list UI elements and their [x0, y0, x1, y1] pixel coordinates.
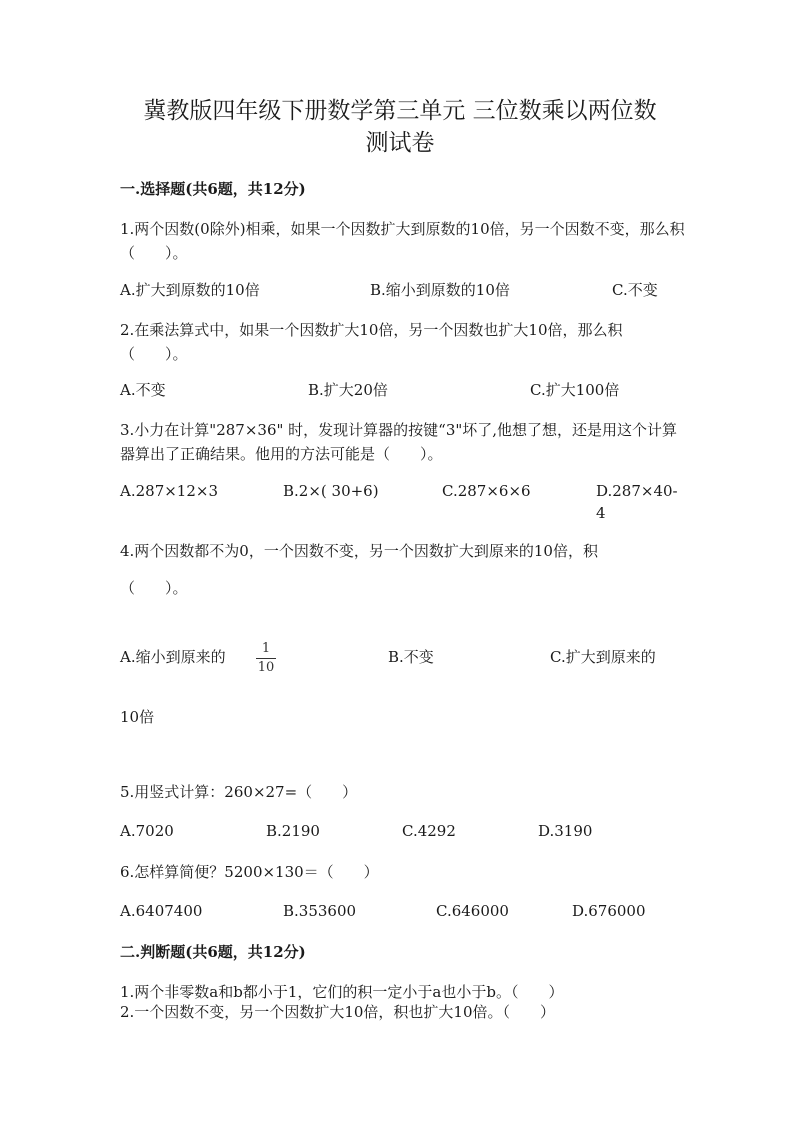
- title-line-2: 测试卷: [365, 130, 435, 156]
- section-heading-choice: 一.选择题(共6题，共12分): [120, 180, 306, 198]
- question-2-option-b: B.扩大20倍: [308, 381, 388, 399]
- question-1-option-b: B.缩小到原数的10倍: [370, 281, 510, 299]
- question-1-option-a: A.扩大到原数的10倍: [120, 281, 260, 299]
- fraction-numerator: 1: [261, 641, 271, 656]
- question-4-option-a-fraction: [256, 642, 276, 675]
- question-4-stem-line-1: 4.两个因数都不为0，一个因数不变，另一个因数扩大到原来的10倍，积: [120, 542, 598, 560]
- question-6-option-b: B.353600: [283, 902, 357, 920]
- question-2-option-c: C.扩大100倍: [530, 381, 620, 399]
- question-5-option-c: C.4292: [402, 822, 456, 840]
- question-3-option-a: A.287×12×3: [120, 482, 218, 500]
- question-3-stem: 3.小力在计算"287×36" 时，发现计算器的按键“3"坏了,他想了想，还是用这个计算器算出了正确结果。他用的方法可能是（ ）。: [120, 421, 678, 463]
- question-3-option-b: B.2×( 30+6): [283, 482, 379, 500]
- question-6-option-c: C.646000: [436, 902, 509, 920]
- question-5-stem: 5.用竖式计算：260×27=（ ）: [120, 783, 358, 801]
- question-5-option-d: D.3190: [538, 822, 593, 840]
- question-1-option-c: C.不变: [612, 281, 658, 299]
- question-4-option-b: B.不变: [388, 648, 434, 666]
- question-4-option-c-tail: 10倍: [120, 708, 155, 726]
- question-3-option-c: C.287×6×6: [442, 482, 531, 500]
- question-1-stem: 1.两个因数(0除外)相乘，如果一个因数扩大到原数的10倍，另一个因数不变，那么积（ ）。: [120, 220, 685, 262]
- question-6-option-a: A.6407400: [120, 902, 203, 920]
- judgment-item-1: 1.两个非零数a和b都小于1，它们的积一定小于a也小于b。（ ）: [120, 983, 564, 1001]
- question-5-option-a: A.7020: [120, 822, 174, 840]
- question-4-option-c: C.扩大到原来的: [550, 648, 656, 666]
- title-line-1: 冀教版四年级下册数学第三单元 三位数乘以两位数: [143, 98, 657, 124]
- question-6-stem: 6.怎样算简便？5200×130＝（ ）: [120, 863, 379, 881]
- question-4-stem-line-2: （ ）。: [120, 579, 188, 597]
- page-title: [0, 95, 800, 159]
- section-heading-judgment: 二.判断题(共6题，共12分): [120, 943, 306, 961]
- fraction-denominator: 10: [257, 660, 275, 675]
- question-3-option-d: D.287×40-4: [596, 482, 678, 522]
- fraction-bar: [256, 658, 276, 659]
- question-4-option-a: A.缩小到原来的: [120, 648, 226, 666]
- question-2-stem: 2.在乘法算式中，如果一个因数扩大10倍，另一个因数也扩大10倍，那么积（ ）。: [120, 321, 623, 363]
- question-6-option-d: D.676000: [572, 902, 646, 920]
- question-5-option-b: B.2190: [266, 822, 320, 840]
- question-2-option-a: A.不变: [120, 381, 166, 399]
- judgment-item-2: 2.一个因数不变，另一个因数扩大10倍，积也扩大10倍。（ ）: [120, 1003, 555, 1021]
